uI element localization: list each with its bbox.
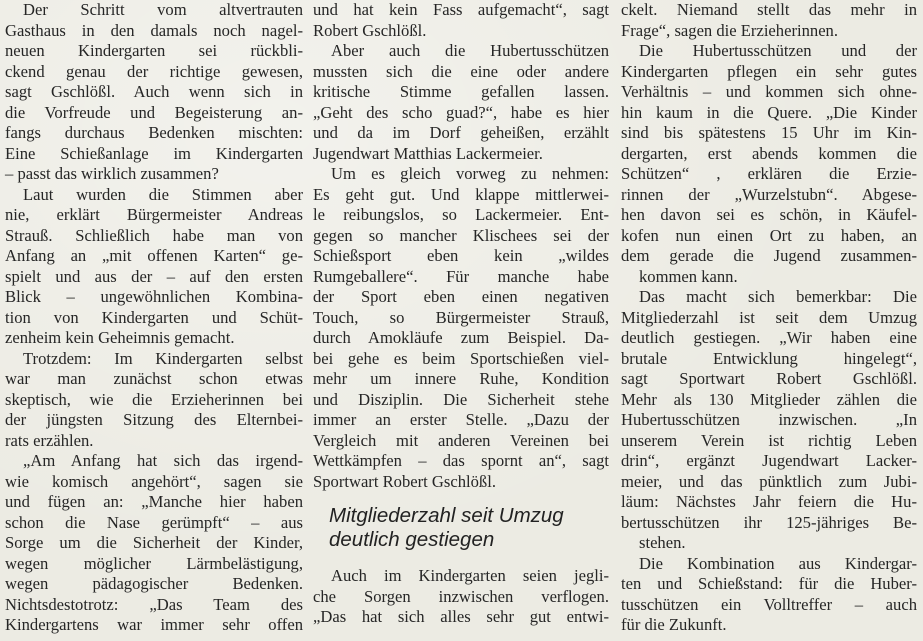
article-column-2 xyxy=(313,0,609,628)
text-line: Verhältnis – und kommen sich ohne- xyxy=(621,82,917,101)
text-line: Jugendwart Matthias Lackermeier. xyxy=(313,143,543,163)
text-line: le reibungslos, so Lackermeier. Ent- xyxy=(313,205,609,224)
text-line: Mehr als 130 Mitglieder zählen die xyxy=(621,389,917,409)
text-line: Mitgliederzahl ist seit dem Umzug xyxy=(621,307,917,327)
text-line: Nichtsdestotrotz: „Das Team des xyxy=(5,594,303,614)
text-line: skeptisch, wie die Erzieherinnen bei xyxy=(5,389,303,409)
text-line: und da im Dorf geheißen, erzählt xyxy=(313,123,609,142)
text-line: der jüngsten Sitzung des Elternbei- xyxy=(5,410,303,429)
text-line: Die Kombination aus Kindergar- xyxy=(639,553,917,573)
text-line: hin kaum in die Quere. „Die Kinder xyxy=(621,102,917,122)
text-line: ten und Schießstand: für die Huber- xyxy=(621,574,917,593)
text-line: bei gehe es beim Sportschießen viel- xyxy=(313,348,609,368)
text-line: die Vorfreude und Begeisterung an- xyxy=(5,102,303,122)
text-line: Um es gleich vorweg zu nehmen: xyxy=(331,164,609,183)
article-column-3 xyxy=(621,0,917,636)
text-line: kommen kann. xyxy=(639,266,738,286)
text-line: wegen pädagogischer Bedenken. xyxy=(5,574,303,593)
text-line: Blick – ungewöhnlichen Kombina- xyxy=(5,287,303,306)
text-line: Eine Schießanlage im Kindergarten xyxy=(5,143,303,163)
text-line: Sportwart Robert Gschlößl. xyxy=(313,471,496,491)
text-line: Schießsport eben kein „wildes xyxy=(313,246,609,265)
text-line: Hubertusschützen inzwischen. „In xyxy=(621,410,917,429)
text-line: Kindergarten pflegen ein sehr gutes xyxy=(621,61,917,81)
text-line: wie komisch angehört“, sagen sie xyxy=(5,471,303,491)
text-line: gegen so mancher Klischees sei der xyxy=(313,225,609,245)
text-line: unserem Verein ist richtig Leben xyxy=(621,430,917,450)
text-line: Touch, so Bürgermeister Strauß, xyxy=(313,307,609,327)
text-line: fangs durchaus Bedenken mischten: xyxy=(5,123,303,142)
subheading-line-1: Mitgliederzahl seit Umzug xyxy=(329,504,564,527)
article-column-2-top xyxy=(313,0,609,492)
text-line: tion von Kindergarten und Schüt- xyxy=(5,307,303,327)
text-line: Wettkämpfen – das spornt an“, sagt xyxy=(313,451,609,470)
text-line: hen davon sei es schön, in Käufel- xyxy=(621,205,917,224)
text-line: Trotzdem: Im Kindergarten selbst xyxy=(23,348,303,368)
subheading-line-2: deutlich gestiegen xyxy=(329,528,495,551)
text-line: rats erzählen. xyxy=(5,430,94,450)
text-line: sagt Sportwart Robert Gschlößl. xyxy=(621,369,917,388)
article-column-2-bottom xyxy=(313,566,609,628)
text-line: und fügen an: „Manche hier haben xyxy=(5,492,303,511)
text-line: sagt Gschlößl. Auch wenn sich in xyxy=(5,82,303,101)
text-line: Robert Gschlößl. xyxy=(313,20,427,40)
text-line: dem gerade die Jugend zusammen- xyxy=(621,246,917,265)
text-line: durch Amokläufe zum Beispiel. Da- xyxy=(313,328,609,347)
text-line: kritische Stimme gefallen lassen. xyxy=(313,82,609,101)
text-line: Frage“, sagen die Erzieherinnen. xyxy=(621,20,838,40)
text-line: schon die Nase gerümpft“ – aus xyxy=(5,512,303,532)
text-line: ckend genau der richtige gewesen, xyxy=(5,61,303,81)
text-line: kofen nun einen Ort zu haben, an xyxy=(621,225,917,245)
article-column-1 xyxy=(5,0,303,636)
text-line: Der Schritt vom altvertrauten xyxy=(23,0,303,19)
text-line: der Sport eben einen negativen xyxy=(313,287,609,306)
text-line: brutale Entwicklung hingelegt“, xyxy=(621,348,917,368)
text-line: Es geht gut. Und klappe mittlerwei- xyxy=(313,184,609,204)
text-line: neuen Kindergarten sei rückbli- xyxy=(5,41,303,60)
text-line: che Sorgen inzwischen verflogen. xyxy=(313,586,609,606)
text-line: mussten sich die eine oder andere xyxy=(313,61,609,81)
text-line: Auch im Kindergarten seien jegli- xyxy=(331,566,609,585)
text-line: ckelt. Niemand stellt das mehr in xyxy=(621,0,917,19)
text-line: rinnen der „Wurzelstubn“. Abgese- xyxy=(621,184,917,204)
text-line: für die Zukunft. xyxy=(621,615,727,634)
text-line: mehr um innere Ruhe, Kondition xyxy=(313,369,609,388)
text-line: zenheim kein Geheimnis gemacht. xyxy=(5,328,235,347)
text-line: „Das hat sich alles sehr gut entwi- xyxy=(313,607,609,626)
text-line: wegen möglicher Lärmbelästigung, xyxy=(5,553,303,573)
text-line: immer an erster Stelle. „Dazu der xyxy=(313,410,609,429)
text-line: dergarten, erst abends kommen die xyxy=(621,143,917,163)
text-line: deutlich gestiegen. „Wir haben eine xyxy=(621,328,917,347)
text-line: war man zunächst schon etwas xyxy=(5,369,303,388)
text-line: – passt das wirklich zusammen? xyxy=(5,164,219,183)
text-line: Gasthaus in den damals noch nagel- xyxy=(5,20,303,40)
text-line: Die Hubertusschützen und der xyxy=(639,41,917,60)
text-line: Strauß. Schließlich habe man von xyxy=(5,225,303,245)
text-line: Laut wurden die Stimmen aber xyxy=(23,184,303,204)
text-line: Das macht sich bemerkbar: Die xyxy=(639,287,917,306)
text-line: Rumgeballere“. Für manche habe xyxy=(313,266,609,286)
text-line: Aber auch die Hubertusschützen xyxy=(331,41,609,60)
text-line: sind bis spätestens 15 Uhr im Kin- xyxy=(621,123,917,142)
text-line: „Geht des scho guad?“, habe es hier xyxy=(313,102,609,122)
text-line: und Disziplin. Die Sicherheit stehe xyxy=(313,389,609,409)
text-line: meier, und das pünktlich zum Jubi- xyxy=(621,471,917,491)
text-line: und hat kein Fass aufgemacht“, sagt xyxy=(313,0,609,19)
text-line: tusschützen ein Volltreffer – auch xyxy=(621,594,917,614)
text-line: Sorge um die Sicherheit der Kinder, xyxy=(5,533,303,552)
text-line: Schützen“ , erklären die Erzie- xyxy=(621,164,917,183)
text-line: bertusschützen ihr 125-jähriges Be- xyxy=(621,512,917,532)
text-line: Vergleich mit anderen Vereinen bei xyxy=(313,430,609,450)
text-line: stehen. xyxy=(639,533,686,552)
text-line: „Am Anfang hat sich das irgend- xyxy=(23,451,303,470)
text-line: spielt und aus der – auf den ersten xyxy=(5,266,303,286)
text-line: drin“, ergänzt Jugendwart Lacker- xyxy=(621,451,917,470)
text-line: Kindergartens war immer sehr offen xyxy=(5,615,303,634)
text-line: läum: Nächstes Jahr feiern die Hu- xyxy=(621,492,917,511)
subheading xyxy=(313,504,609,552)
text-line: Anfang an „mit offenen Karten“ ge- xyxy=(5,246,303,265)
text-line: nie, erklärt Bürgermeister Andreas xyxy=(5,205,303,224)
